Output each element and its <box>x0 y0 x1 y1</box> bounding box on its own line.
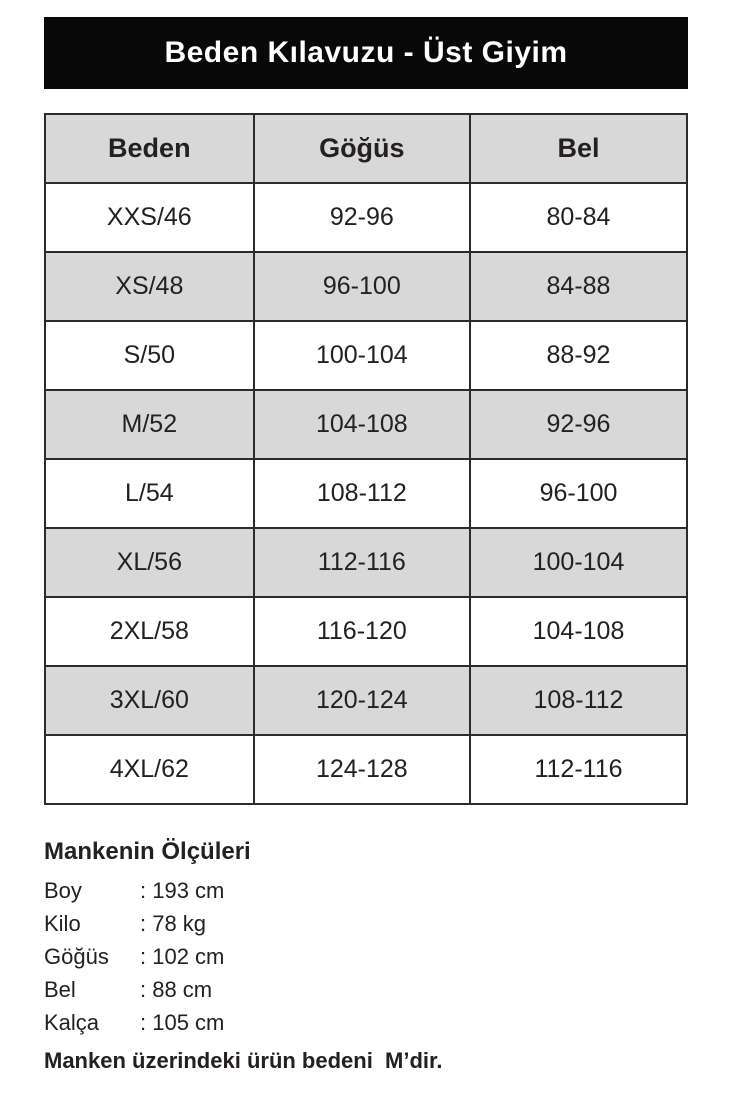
table-row <box>45 666 687 735</box>
size-cell: 2XL/58 <box>45 597 254 666</box>
measurement-row <box>44 1010 688 1043</box>
size-cell: S/50 <box>45 321 254 390</box>
chest-cell: 120-124 <box>254 666 470 735</box>
size-cell: XXS/46 <box>45 183 254 252</box>
measurement-row <box>44 911 688 944</box>
measurement-value: : 78 kg <box>140 911 207 936</box>
measurement-label: Göğüs <box>44 944 109 969</box>
model-size-note: Manken üzerindeki ürün bedeni M’dir. <box>44 1048 443 1073</box>
column-header-bel: Bel <box>470 114 687 183</box>
table-row <box>45 459 687 528</box>
model-measurements-heading: Mankenin Ölçüleri <box>44 838 251 865</box>
chest-cell: 104-108 <box>254 390 470 459</box>
waist-cell: 104-108 <box>470 597 687 666</box>
waist-cell: 92-96 <box>470 390 687 459</box>
chest-cell: 112-116 <box>254 528 470 597</box>
measurement-value: : 105 cm <box>140 1010 225 1035</box>
size-cell: 3XL/60 <box>45 666 254 735</box>
table-row <box>45 183 687 252</box>
waist-cell: 80-84 <box>470 183 687 252</box>
page-title: Beden Kılavuzu - Üst Giyim <box>164 36 568 69</box>
table-row <box>45 528 687 597</box>
column-header-gogus: Göğüs <box>254 114 470 183</box>
measurement-label: Kilo <box>44 911 81 936</box>
waist-cell: 108-112 <box>470 666 687 735</box>
measurement-row <box>44 977 688 1010</box>
column-header-beden: Beden <box>45 114 254 183</box>
measurement-value: : 193 cm <box>140 878 225 903</box>
chest-cell: 96-100 <box>254 252 470 321</box>
chest-cell: 92-96 <box>254 183 470 252</box>
table-row <box>45 735 687 804</box>
size-cell: XL/56 <box>45 528 254 597</box>
waist-cell: 112-116 <box>470 735 687 804</box>
size-cell: 4XL/62 <box>45 735 254 804</box>
measurement-row <box>44 944 688 977</box>
table-row <box>45 597 687 666</box>
measurement-label: Boy <box>44 878 82 903</box>
table-row <box>45 252 687 321</box>
measurement-value: : 102 cm <box>140 944 225 969</box>
size-table <box>44 113 688 805</box>
chest-cell: 124-128 <box>254 735 470 804</box>
waist-cell: 96-100 <box>470 459 687 528</box>
measurement-label: Kalça <box>44 1010 100 1035</box>
model-measurements <box>44 838 688 1074</box>
size-cell: M/52 <box>45 390 254 459</box>
title-bar <box>44 17 688 89</box>
measurement-value: : 88 cm <box>140 977 213 1002</box>
chest-cell: 116-120 <box>254 597 470 666</box>
table-header-row <box>45 114 687 183</box>
measurement-row <box>44 878 688 911</box>
chest-cell: 100-104 <box>254 321 470 390</box>
size-cell: XS/48 <box>45 252 254 321</box>
measurement-label: Bel <box>44 977 76 1002</box>
table-row <box>45 321 687 390</box>
waist-cell: 88-92 <box>470 321 687 390</box>
waist-cell: 84-88 <box>470 252 687 321</box>
table-row <box>45 390 687 459</box>
chest-cell: 108-112 <box>254 459 470 528</box>
waist-cell: 100-104 <box>470 528 687 597</box>
size-cell: L/54 <box>45 459 254 528</box>
